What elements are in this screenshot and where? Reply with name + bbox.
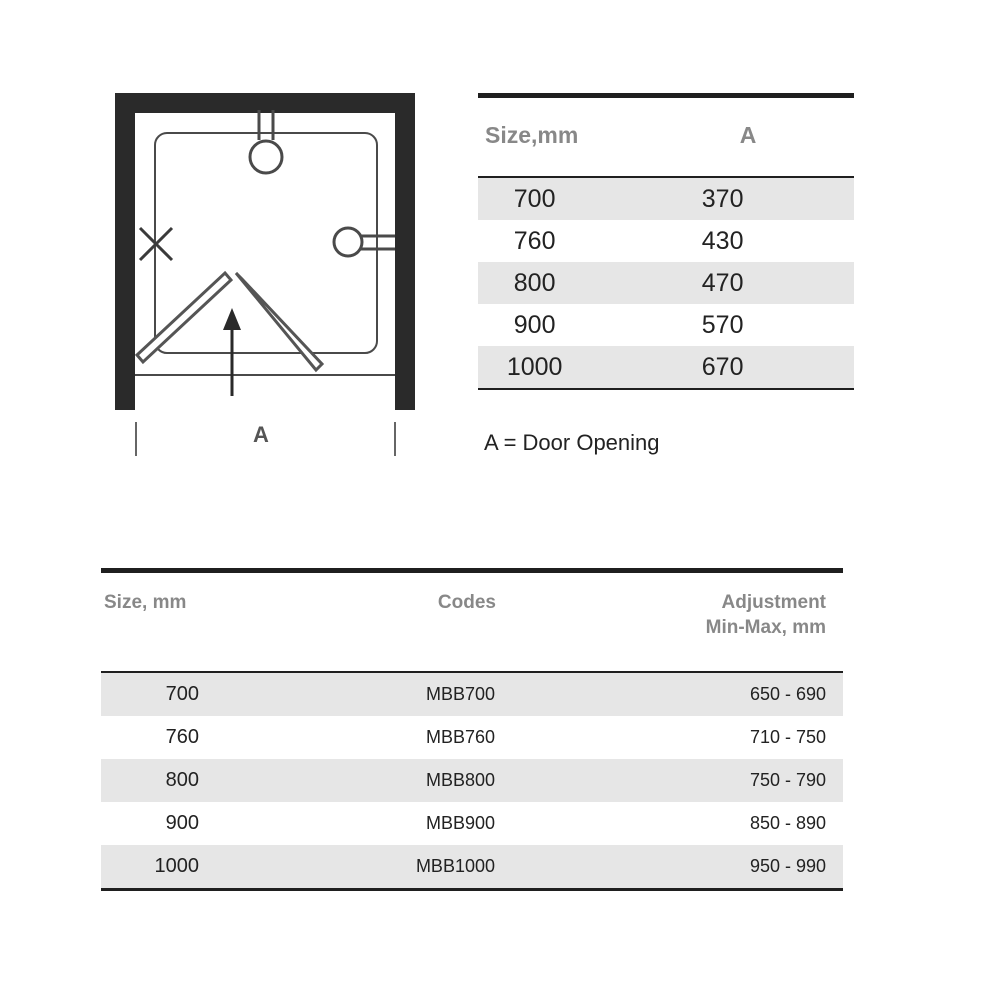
top-fitting [250,110,282,173]
table-row [101,673,843,716]
cell-a: 570 [701,310,744,339]
header-adjustment [706,590,826,640]
header-a: A [739,122,757,148]
codes-table-header [101,573,843,673]
header-adjustment-line1: Adjustment [721,592,826,613]
table-row [101,716,843,759]
header-size: Size, mm [104,592,187,613]
table-row [101,802,843,845]
side-fitting [334,228,395,256]
table-row [478,220,854,262]
cell-size: 700 [513,184,556,213]
cell-a: 370 [701,184,744,213]
cell-size: 1000 [154,855,199,877]
cell-size: 900 [513,310,556,339]
cell-adjustment: 850 - 890 [749,813,826,833]
cell-size: 760 [513,226,556,255]
cell-size: 800 [165,769,199,791]
table-row [478,262,854,304]
cell-size: 760 [165,726,199,748]
dimension-label: A [253,422,269,447]
cell-size: 800 [513,268,556,297]
cell-adjustment: 650 - 690 [749,684,826,704]
cell-code: MBB1000 [415,856,495,876]
door-opening-legend: A = Door Opening [484,430,660,455]
cell-a: 670 [701,352,744,381]
shower-plan-diagram [0,0,470,480]
table-row [478,178,854,220]
door-table-header [478,98,854,178]
table-row [101,845,843,888]
product-codes-table [101,568,843,891]
cell-a: 430 [701,226,744,255]
cell-code: MBB760 [425,727,495,747]
table-bottom-rule [478,388,854,390]
door-opening-table [478,93,854,390]
table-row [101,759,843,802]
header-size: Size,mm [485,122,579,148]
cell-code: MBB800 [425,770,495,790]
cell-size: 1000 [506,352,563,381]
cell-size: 900 [165,812,199,834]
cell-code: MBB700 [425,684,495,704]
table-row [478,346,854,388]
cell-a: 470 [701,268,744,297]
table-bottom-rule [101,888,843,891]
cell-adjustment: 950 - 990 [749,856,826,876]
header-codes: Codes [437,592,496,613]
cell-code: MBB900 [425,813,495,833]
cell-adjustment: 710 - 750 [749,727,826,747]
table-row [478,304,854,346]
cell-size: 700 [165,683,199,705]
header-adjustment-line2: Min-Max, mm [705,617,826,638]
cell-adjustment: 750 - 790 [749,770,826,790]
